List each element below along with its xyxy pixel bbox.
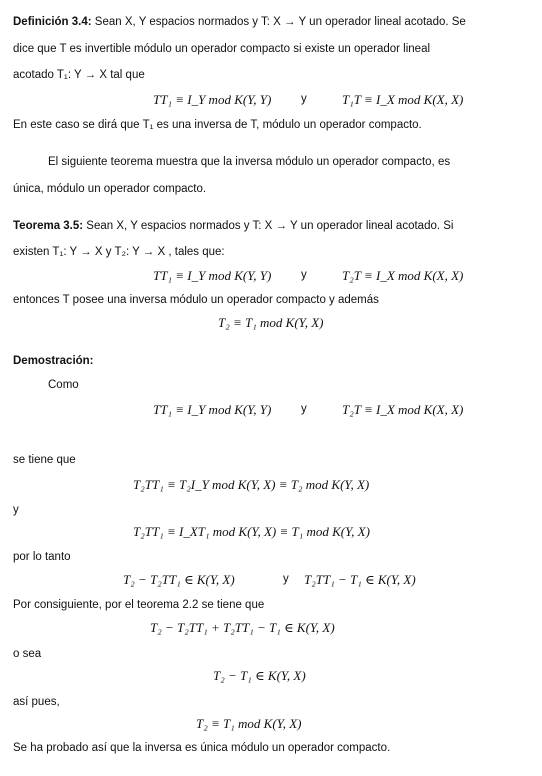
theorem-line-1 [13,219,453,233]
proof-equation-3: T₂TT₁ ≡ T₂I_Y mod K(Y, X) ≡ T₂ mod K(Y, X) [133,477,370,492]
definition-line-2: dice que T es invertible módulo un operador compacto si existe un operador lineal [13,43,431,55]
theorem-equation-2: T₂ ≡ T₁ mod K(Y, X) [218,315,324,330]
proof-equation-6: T₂ − T₂TT₁ + T₂TT₁ − T₁ ∈ K(Y, X) [150,620,335,635]
proof-equation-conjunction: y [301,403,307,415]
proof-se-tiene: se tiene que [13,454,76,466]
theorem-line-3: entonces T posee una inversa módulo un operador compacto y además [13,294,379,306]
definition-line-1 [13,15,466,29]
proof-equation-4: T₂TT₁ ≡ I_XT₁ mod K(Y, X) ≡ T₁ mod K(Y, X) [133,524,370,539]
definition-line-4: En este caso se dirá que T₁ es una inversa de T, módulo un operador compacto. [13,119,422,131]
definition-heading: Definición 3.4: [13,16,92,28]
proof-o-sea: o sea [13,648,42,660]
paragraph-line-1: El siguiente teorema muestra que la inversa módulo un operador compacto, es [48,156,451,168]
proof-y: y [13,504,19,516]
proof-equation-7: T₂ − T₁ ∈ K(Y, X) [213,668,306,683]
theorem-equation-right: T₂T ≡ I_X mod K(X, X) [342,268,464,283]
proof-por-consiguiente: Por consiguiente, por el teorema 2.2 se tiene que [13,599,265,611]
paragraph-line-2: única, módulo un operador compacto. [13,183,207,195]
definition-equation-conjunction: y [301,93,307,105]
proof-por-lo-tanto: por lo tanto [13,551,71,563]
proof-equation-5-conjunction: y [283,573,289,585]
definition-equation-left: TT₁ ≡ I_Y mod K(Y, Y) [153,92,272,107]
proof-conclusion: Se ha probado así que la inversa es única módulo un operador compacto. [13,742,391,754]
proof-equation-8: T₂ ≡ T₁ mod K(Y, X) [196,716,302,731]
proof-equation-5-left: T₂ − T₂TT₁ ∈ K(Y, X) [123,572,235,587]
theorem-line-2: existen T₁: Y → X y T₂: Y → X , tales que: [13,246,225,258]
theorem-equation-left: TT₁ ≡ I_Y mod K(Y, Y) [153,268,272,283]
proof-equation-left: TT₁ ≡ I_Y mod K(Y, Y) [153,402,272,417]
proof-equation-right: T₂T ≡ I_X mod K(X, X) [342,402,464,417]
definition-line-3: acotado T₁: Y → X tal que [13,69,145,81]
proof-como: Como [48,379,79,391]
proof-asi-pues: así pues, [13,696,60,708]
theorem-heading: Teorema 3.5: [13,220,84,232]
proof-equation-5-right: T₂TT₁ − T₁ ∈ K(Y, X) [304,572,416,587]
definition-text-1: Sean X, Y espacios normados y T: X → Y un operador lineal acotado. Se [91,16,466,28]
proof-heading: Demostración: [13,355,94,367]
theorem-text-1: Sean X, Y espacios normados y T: X → Y un operador lineal acotado. Si [83,220,454,232]
theorem-equation-conjunction: y [301,269,307,281]
definition-equation-right: T₁T ≡ I_X mod K(X, X) [342,92,464,107]
